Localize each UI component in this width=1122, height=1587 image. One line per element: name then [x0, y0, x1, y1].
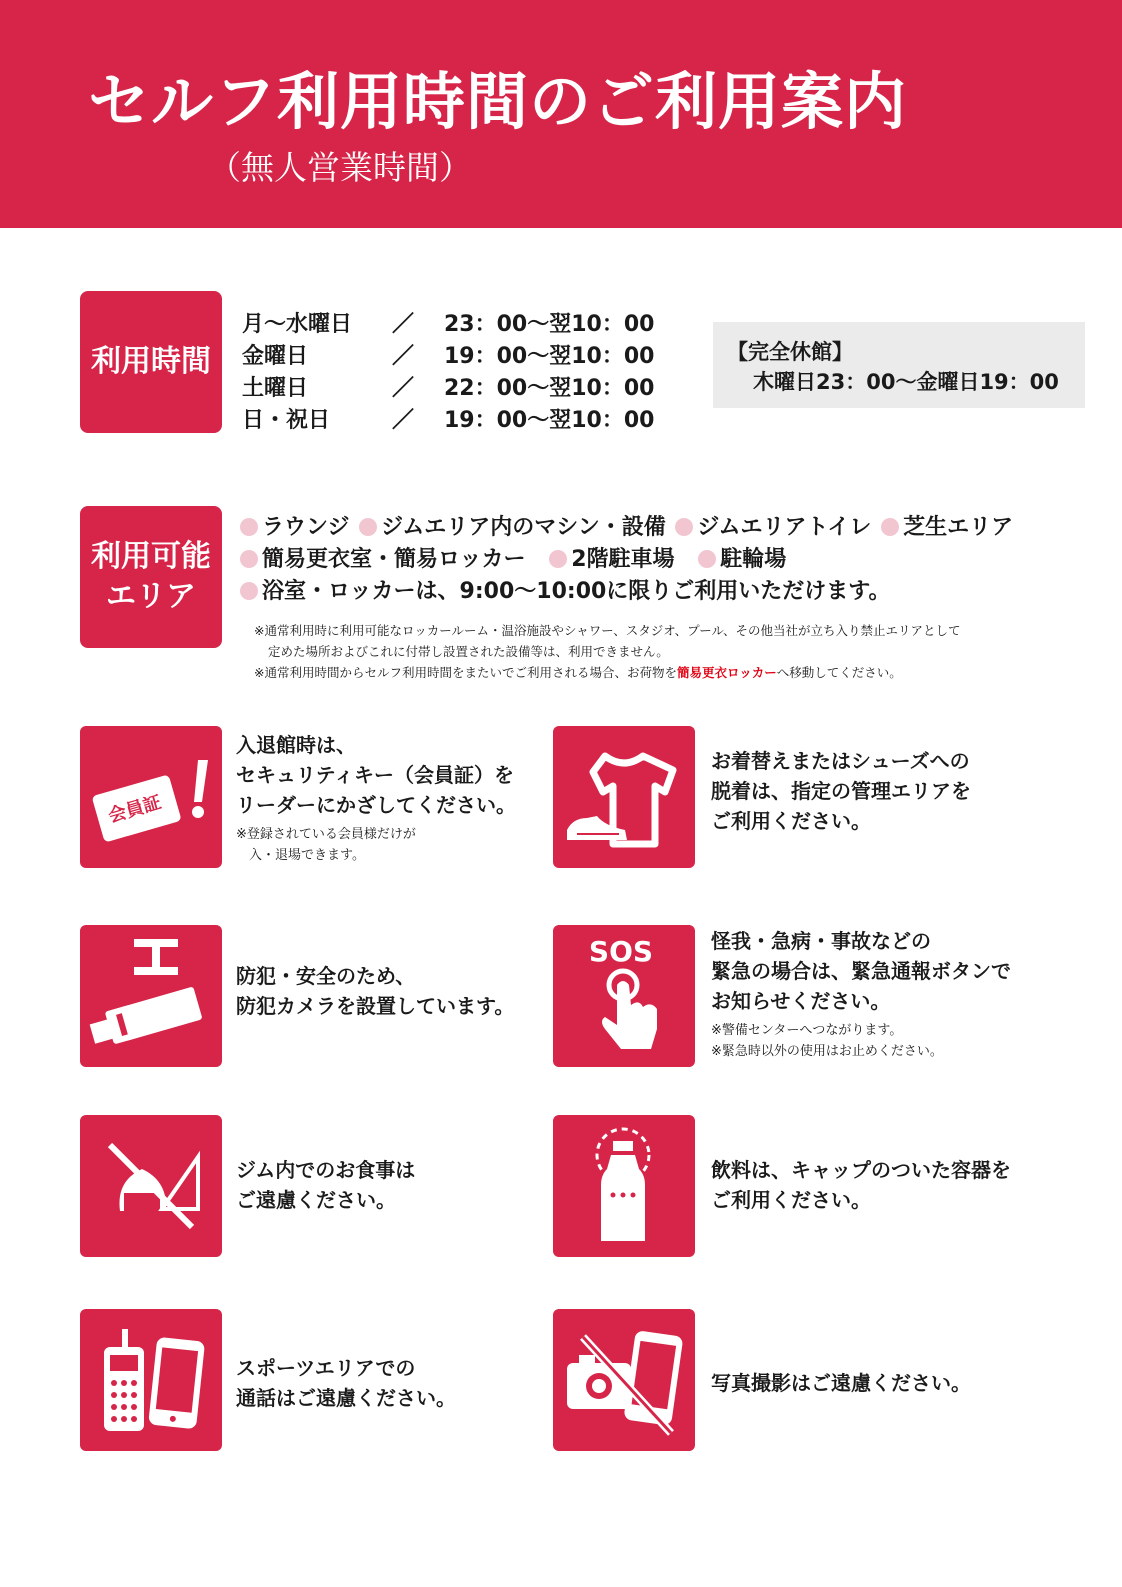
member-card-icon — [80, 726, 222, 868]
area-notes — [254, 620, 1074, 683]
areas-line — [238, 576, 1098, 608]
note-line: ※通常利用時に利用可能なロッカールーム・温浴施設やシャワー、スタジオ、プール、その他当社が立ち入り禁止エリアとして — [254, 623, 961, 638]
header-banner — [0, 0, 1122, 228]
changing-text: お着替えまたはシューズへの 脱着は、指定の管理エリアを ご利用ください。 — [711, 749, 971, 833]
note-line — [254, 662, 1074, 683]
no-food-text: ジム内でのお食事は ご遠慮ください。 — [236, 1158, 416, 1212]
bullet-dot — [240, 582, 258, 600]
hours-separator: ／ — [392, 407, 415, 433]
member-card-text: 入退館時は、 セキュリティキー（会員証）を リーダーにかざしてください。 — [236, 733, 516, 817]
area-item: ジムエリア内のマシン・設備 — [381, 515, 666, 540]
areas-label-line: エリア — [106, 579, 196, 614]
tshirt-shoes-icon — [553, 726, 695, 868]
no-photo-icon — [553, 1309, 695, 1451]
area-item: 簡易更衣室・簡易ロッカー — [262, 547, 526, 572]
closed-notice — [713, 322, 1085, 408]
changing-info — [711, 746, 971, 836]
hours-day: 月～水曜日 — [242, 311, 353, 337]
no-calls-text: スポーツエリアでの 通話はご遠慮ください。 — [236, 1356, 456, 1410]
member-card-info — [236, 730, 516, 866]
hours-separator: ／ — [392, 375, 415, 401]
page-title: セルフ利用時間のご利用案内 — [88, 65, 908, 138]
hours-row — [242, 402, 664, 434]
no-calls-info — [236, 1353, 456, 1413]
sos-note: ※警備センターへつながります。 ※緊急時以外の使用はお止めください。 — [711, 1023, 943, 1059]
no-food-info — [236, 1155, 415, 1215]
hours-label: 利用時間 — [91, 344, 211, 379]
note-text: ※通常利用時間からセルフ利用時間をまたいでご利用される場合、お荷物を — [254, 665, 677, 680]
hours-row — [242, 338, 664, 370]
member-card-note: ※登録されている会員様だけが 入・退場できます。 — [236, 827, 416, 863]
hours-row — [242, 306, 664, 338]
bullet-dot — [881, 518, 899, 536]
camera-text: 防犯・安全のため、 防犯カメラを設置しています。 — [236, 964, 515, 1018]
hours-label-box — [80, 291, 222, 433]
hours-day: 金曜日 — [242, 343, 309, 369]
bullet-dot — [240, 518, 258, 536]
hours-row — [242, 370, 664, 402]
areas-list — [238, 512, 1098, 608]
hours-separator: ／ — [392, 311, 415, 337]
security-camera-icon — [80, 925, 222, 1067]
area-item: 2階駐車場 — [571, 547, 675, 572]
phones-icon — [80, 1309, 222, 1451]
page-subtitle: （無人営業時間） — [208, 148, 472, 187]
sos-label: SOS — [588, 935, 654, 968]
no-photo-info — [711, 1368, 971, 1398]
hours-day: 土曜日 — [242, 375, 309, 401]
hours-day: 日・祝日 — [242, 407, 331, 433]
no-food-icon — [80, 1115, 222, 1257]
camera-info — [236, 961, 514, 1021]
hours-table — [242, 306, 664, 434]
closed-title: 【完全休館】 — [727, 340, 853, 364]
hours-time: 19：00～翌10：00 — [444, 407, 655, 433]
area-item: 駐輪場 — [720, 547, 787, 572]
area-item: ラウンジ — [262, 515, 350, 540]
area-item: ジムエリアトイレ — [697, 515, 872, 540]
area-item: 浴室・ロッカーは、9:00～10:00に限りご利用いただけます。 — [262, 579, 891, 604]
areas-label-box — [80, 506, 222, 648]
note-highlight: 簡易更衣ロッカー — [676, 665, 777, 680]
closed-time: 木曜日23：00～金曜日19：00 — [753, 370, 1059, 394]
note-line: 定めた場所およびこれに付帯し設置された設備等は、利用できません。 — [268, 644, 669, 659]
hours-time: 19：00～翌10：00 — [444, 343, 655, 369]
note-text: へ移動してください。 — [776, 665, 902, 680]
drinks-info — [711, 1155, 1011, 1215]
capped-bottle-icon — [553, 1115, 695, 1257]
hours-time: 22：00～翌10：00 — [444, 375, 655, 401]
bullet-dot — [240, 550, 258, 568]
bullet-dot — [675, 518, 693, 536]
sos-button-icon — [553, 925, 695, 1067]
sos-info — [711, 926, 1011, 1062]
no-photo-text: 写真撮影はご遠慮ください。 — [711, 1371, 971, 1395]
bullet-dot — [698, 550, 716, 568]
bullet-dot — [359, 518, 377, 536]
areas-line — [238, 512, 1098, 544]
areas-line — [238, 544, 1098, 576]
sos-text: 怪我・急病・事故などの 緊急の場合は、緊急通報ボタンで お知らせください。 — [711, 929, 1011, 1013]
hours-time: 23：00～翌10：00 — [444, 311, 655, 337]
member-card-label: 会員証 — [105, 791, 164, 828]
drinks-text: 飲料は、キャップのついた容器を ご利用ください。 — [711, 1158, 1011, 1212]
bullet-dot — [549, 550, 567, 568]
hours-separator: ／ — [392, 343, 415, 369]
area-item: 芝生エリア — [903, 515, 1014, 540]
areas-label-line: 利用可能 — [91, 539, 211, 574]
